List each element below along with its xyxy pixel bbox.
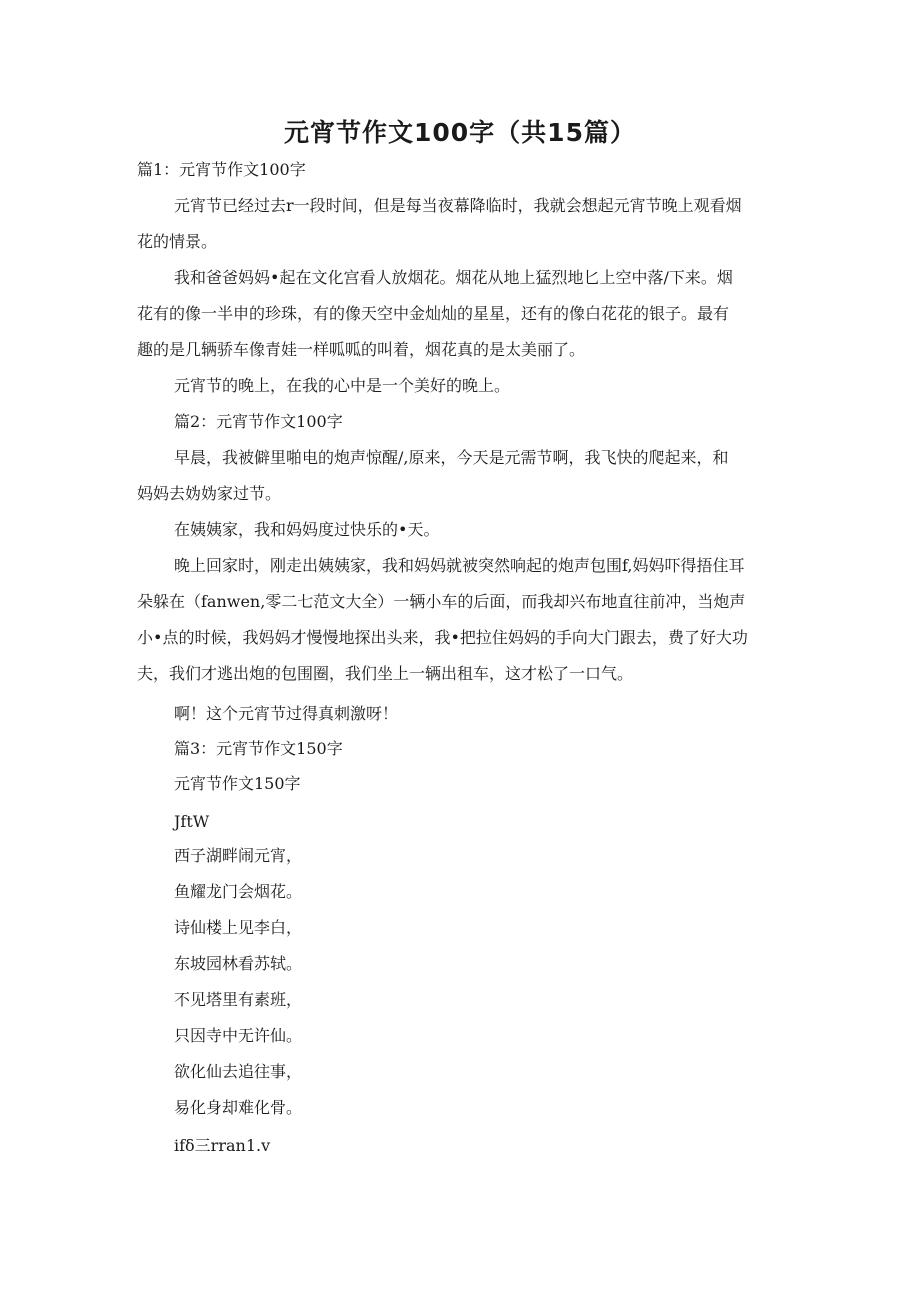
- poem-line: 不见塔里有素班，: [174, 990, 303, 1009]
- poem-line: 鱼耀龙门会烟花。: [174, 882, 303, 901]
- poem-line: 诗仙楼上见李白，: [174, 918, 303, 937]
- paragraph-line: JftW: [174, 812, 210, 831]
- poem-line: 西子湖畔闹元宵，: [174, 846, 303, 865]
- paragraph-line: 小•点的时候，我妈妈才慢慢地探出头来，我•把拉住妈妈的手向大门跟去，费了好大功: [137, 628, 748, 647]
- paragraph-line: 元宵节已经过去r一段时间，但是每当夜幕降临时，我就会想起元宵节晚上观看烟: [174, 196, 742, 215]
- paragraph-line: 元宵节作文150字: [174, 774, 301, 793]
- paragraph-line: 妈妈去妫妫家过节。: [137, 484, 282, 503]
- paragraph-line: ifδ三rran1.v: [174, 1136, 271, 1155]
- section-heading-1: 篇1：元宵节作文100字: [137, 160, 306, 179]
- paragraph-line: 在姨姨家，我和妈妈度过快乐的•天。: [174, 520, 440, 539]
- poem-line: 欲化仙去追往事，: [174, 1062, 303, 1081]
- paragraph-line: 我和爸爸妈妈•起在文化宫看人放烟花。烟花从地上猛烈地匕上空中落/下来。烟: [174, 268, 733, 287]
- poem-line: 只因寺中无许仙。: [174, 1026, 303, 1045]
- poem-line: 东坡园林看苏轼。: [174, 954, 303, 973]
- section-heading-2: 篇2：元宵节作文100字: [174, 412, 343, 431]
- paragraph-line: 晚上回家时，刚走出姨姨家，我和妈妈就被突然响起的炮声包围f,妈妈吓得捂住耳: [174, 556, 745, 575]
- document-title: 元宵节作文100字（共15篇）: [284, 118, 636, 147]
- paragraph-line: 朵躲在（fanwen,零二七范文大全）一辆小车的后面，而我却兴布地直往前冲，当炮声: [137, 592, 746, 611]
- paragraph-line: 啊！这个元宵节过得真刺激呀！: [174, 704, 399, 723]
- paragraph-line: 趣的是几辆骄车像青娃一样呱呱的叫着，烟花真的是太美丽了。: [137, 340, 586, 359]
- paragraph-line: 花的情景。: [137, 232, 218, 251]
- section-heading-3: 篇3：元宵节作文150字: [174, 739, 343, 758]
- poem-line: 易化身却难化骨。: [174, 1098, 303, 1117]
- paragraph-line: 花有的像一半申的珍珠，有的像天空中金灿灿的星星，还有的像白花花的银子。最有: [137, 304, 730, 323]
- paragraph-line: 夫，我们才逃出炮的包围圈，我们坐上一辆出租车，这才松了一口气。: [137, 664, 634, 683]
- paragraph-line: 早晨，我被僻里啪电的炮声惊醒/,原来，今天是元需节啊，我飞快的爬起来，和: [174, 448, 729, 467]
- paragraph-line: 元宵节的晚上，在我的心中是一个美好的晚上。: [174, 376, 511, 395]
